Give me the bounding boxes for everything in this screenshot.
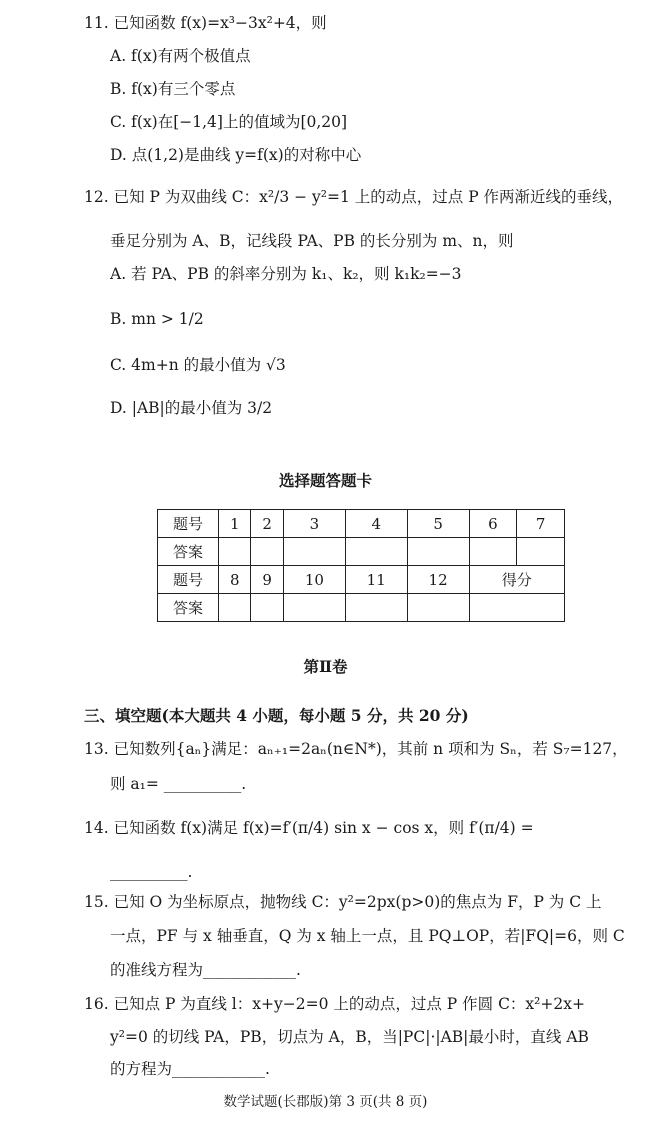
table-cell: 答案 bbox=[158, 538, 219, 566]
answer-blank[interactable] bbox=[219, 594, 251, 622]
answer-card-title: 选择题答题卡 bbox=[278, 471, 372, 490]
table-row bbox=[158, 510, 565, 538]
q15-line2: 一点，PF 与 x 轴垂直，Q 为 x 轴上一点，且 PQ⊥OP，若|FQ|=6，则 C bbox=[110, 927, 625, 945]
q11-option-a: A. f(x)有两个极值点 bbox=[110, 47, 251, 65]
q15-line1: 15. 已知 O 为坐标原点，抛物线 C：y²=2px(p>0)的焦点为 F，P 为 C 上 bbox=[84, 893, 602, 911]
table-cell: 9 bbox=[251, 566, 283, 594]
table-cell: 7 bbox=[517, 510, 565, 538]
table-cell: 题号 bbox=[158, 566, 219, 594]
section-3-heading: 三、填空题(本大题共 4 小题，每小题 5 分，共 20 分) bbox=[84, 706, 469, 725]
page-footer: 数学试题(长郡版)第 3 页(共 8 页) bbox=[223, 1094, 428, 1110]
table-cell: 1 bbox=[219, 510, 251, 538]
table-cell: 8 bbox=[219, 566, 251, 594]
answer-blank[interactable] bbox=[251, 538, 283, 566]
table-cell: 5 bbox=[407, 510, 469, 538]
section-2-title: 第Ⅱ卷 bbox=[303, 657, 348, 676]
answer-blank[interactable] bbox=[345, 538, 407, 566]
answer-blank[interactable] bbox=[517, 538, 565, 566]
table-cell: 2 bbox=[251, 510, 283, 538]
q16-line1: 16. 已知点 P 为直线 l：x+y−2=0 上的动点，过点 P 作圆 C：x²+2x+ bbox=[84, 995, 585, 1013]
q11-option-b: B. f(x)有三个零点 bbox=[110, 80, 236, 98]
q12-option-a: A. 若 PA、PB 的斜率分别为 k₁、k₂，则 k₁k₂=−3 bbox=[110, 265, 462, 283]
table-cell: 10 bbox=[283, 566, 345, 594]
answer-blank[interactable] bbox=[345, 594, 407, 622]
table-cell: 3 bbox=[283, 510, 345, 538]
answer-blank[interactable] bbox=[251, 594, 283, 622]
q14-line1: 14. 已知函数 f(x)满足 f(x)=f′(π/4) sin x − cos x，则 f′(π/4) = bbox=[84, 819, 534, 837]
table-cell: 11 bbox=[345, 566, 407, 594]
q11-option-c: C. f(x)在[−1,4]上的值域为[0,20] bbox=[110, 113, 348, 131]
q16-line3: 的方程为____________. bbox=[110, 1060, 270, 1078]
table-cell: 6 bbox=[469, 510, 517, 538]
answer-card-table bbox=[157, 509, 565, 622]
answer-blank[interactable] bbox=[469, 538, 517, 566]
answer-blank[interactable] bbox=[283, 538, 345, 566]
q14-line2: __________. bbox=[110, 863, 193, 881]
q12-stem-line1: 12. 已知 P 为双曲线 C：x²/3 − y²=1 上的动点，过点 P 作两渐近线的垂线， bbox=[84, 188, 624, 206]
score-label: 得分 bbox=[469, 566, 564, 594]
table-row bbox=[158, 538, 565, 566]
q12-option-b: B. mn > 1/2 bbox=[110, 310, 204, 328]
answer-blank[interactable] bbox=[407, 594, 469, 622]
answer-blank[interactable] bbox=[283, 594, 345, 622]
q16-line2: y²=0 的切线 PA，PB，切点为 A，B，当|PC|·|AB|最小时，直线 AB bbox=[110, 1028, 589, 1046]
score-blank[interactable] bbox=[469, 594, 564, 622]
table-cell: 答案 bbox=[158, 594, 219, 622]
answer-blank[interactable] bbox=[219, 538, 251, 566]
q12-option-c: C. 4m+n 的最小值为 √3 bbox=[110, 356, 286, 374]
q12-stem-line2: 垂足分别为 A、B，记线段 PA、PB 的长分别为 m、n，则 bbox=[110, 232, 514, 250]
q13-line1: 13. 已知数列{aₙ}满足：aₙ₊₁=2aₙ(n∈N*)，其前 n 项和为 Sₙ，若 S₇=127， bbox=[84, 740, 628, 758]
q11-stem: 11. 已知函数 f(x)=x³−3x²+4，则 bbox=[84, 14, 327, 32]
q12-option-d: D. |AB|的最小值为 3/2 bbox=[110, 399, 273, 417]
table-cell: 4 bbox=[345, 510, 407, 538]
table-row bbox=[158, 566, 565, 594]
q13-line2: 则 a₁= __________. bbox=[110, 775, 247, 793]
table-cell: 题号 bbox=[158, 510, 219, 538]
q15-line3: 的准线方程为____________. bbox=[110, 961, 301, 979]
answer-blank[interactable] bbox=[407, 538, 469, 566]
table-cell: 12 bbox=[407, 566, 469, 594]
table-row bbox=[158, 594, 565, 622]
q11-option-d: D. 点(1,2)是曲线 y=f(x)的对称中心 bbox=[110, 146, 362, 164]
